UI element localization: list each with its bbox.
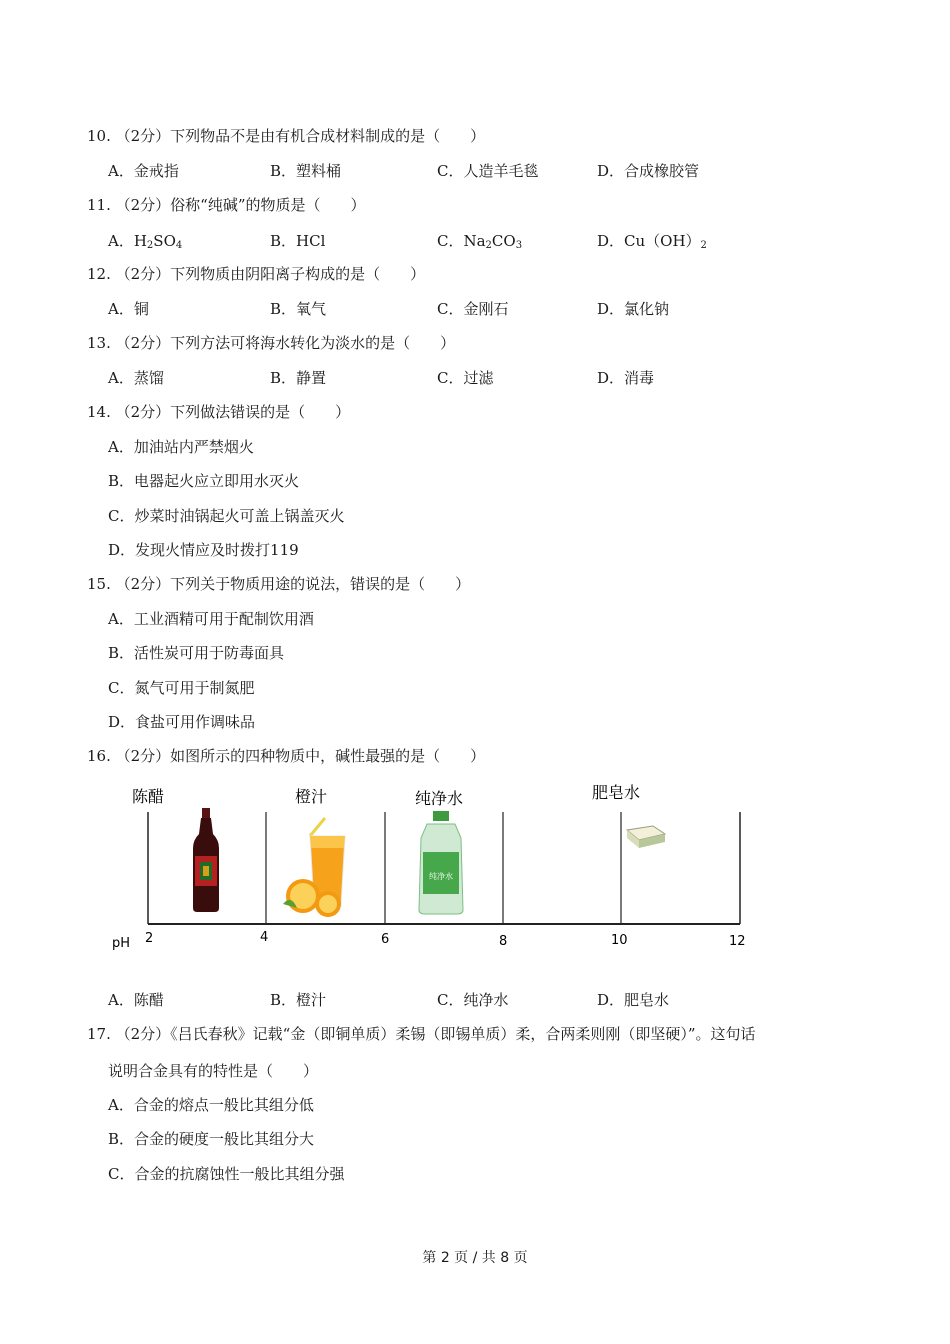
q17-option-c: C．合金的抗腐蚀性一般比其组分强 (108, 1165, 345, 1183)
q12-option-d: D．氯化钠 (597, 300, 670, 318)
q11-option-d: D．$Cu(OH)_2$ (597, 232, 707, 251)
q13-option-b: B．静置 (270, 369, 327, 387)
water-bottle-text: 纯净水 (429, 872, 453, 881)
q15-option-a: A．工业酒精可用于配制饮用酒 (108, 610, 314, 628)
q16-option-a: A．陈醋 (108, 991, 164, 1009)
q13-option-d: D．消毒 (597, 369, 655, 387)
q13-option-c: C．过滤 (437, 369, 494, 387)
q11-option-c: C．$Na_2CO_3$ (437, 232, 523, 251)
soap-bar-icon (627, 826, 665, 848)
ph-tick-10: 10 (611, 933, 628, 948)
q10-option-a: A．金戒指 (108, 162, 179, 180)
q15-option-d: D．食盐可用作调味品 (108, 713, 256, 731)
q14-option-d: D．发现火情应及时拨打119 (108, 541, 299, 559)
question-17-stem-continued: 说明合金具有的特性是（ ） (108, 1062, 319, 1080)
q15-option-c: C．氮气可用于制氮肥 (108, 679, 255, 697)
q12-option-c: C．金刚石 (437, 300, 509, 318)
question-13-stem: 13. （2分）下列方法可将海水转化为淡水的是（ ） (87, 334, 456, 352)
ph-tick-8: 8 (499, 934, 508, 949)
q13-option-a: A．蒸馏 (108, 369, 164, 387)
q10-option-b: B．塑料桶 (270, 162, 342, 180)
ph-tick-4: 4 (260, 930, 269, 945)
q10-option-d: D．合成橡胶管 (597, 162, 700, 180)
water-bottle-icon (419, 811, 463, 914)
question-14-stem: 14. （2分）下列做法错误的是（ ） (87, 403, 351, 421)
q15-option-b: B．活性炭可用于防毒面具 (108, 644, 285, 662)
q16-option-d: D．肥皂水 (597, 991, 670, 1009)
q16-option-c: C．纯净水 (437, 991, 509, 1009)
q17-option-b: B．合金的硬度一般比其组分大 (108, 1130, 315, 1148)
ph-axis-label: pH (112, 936, 131, 951)
ph-tick-2: 2 (145, 931, 154, 946)
q12-option-b: B．氧气 (270, 300, 327, 318)
ph-figure (105, 778, 755, 958)
figure-label-orange-juice: 橙汁 (295, 787, 328, 806)
q10-option-c: C．人造羊毛毯 (437, 162, 539, 180)
q11-option-b: B．HCl (270, 232, 326, 250)
question-10-stem: 10. （2分）下列物品不是由有机合成材料制成的是（ ） (87, 127, 486, 145)
question-15-stem: 15. （2分）下列关于物质用途的说法，错误的是（ ） (87, 575, 471, 593)
question-11-stem: 11. （2分）俗称“纯碱”的物质是（ ） (87, 196, 366, 214)
page-footer: 第 2 页 / 共 8 页 (422, 1250, 528, 1266)
q14-option-a: A．加油站内严禁烟火 (108, 438, 254, 456)
q12-option-a: A．铜 (108, 300, 149, 318)
question-17-stem: 17. （2分）《吕氏春秋》记载“金（即铜单质）柔锡（即锡单质）柔，合两柔则刚（即坚硬）”。这句话 (87, 1025, 756, 1043)
q11-option-a: A．$H_2SO_4$ (108, 232, 183, 251)
question-12-stem: 12. （2分）下列物质由阴阳离子构成的是（ ） (87, 265, 426, 283)
q14-option-c: C．炒菜时油锅起火可盖上锅盖灭火 (108, 507, 345, 525)
vinegar-bottle-icon (193, 808, 219, 912)
ph-tick-12: 12 (729, 934, 746, 949)
ph-tick-6: 6 (381, 932, 390, 947)
figure-label-pure-water: 纯净水 (415, 789, 464, 808)
figure-label-soap-water: 肥皂水 (592, 783, 641, 802)
q14-option-b: B．电器起火应立即用水灭火 (108, 472, 300, 490)
q17-option-a: A．合金的熔点一般比其组分低 (108, 1096, 314, 1114)
figure-label-vinegar: 陈醋 (132, 787, 165, 806)
question-16-stem: 16. （2分）如图所示的四种物质中，碱性最强的是（ ） (87, 747, 486, 765)
q16-option-b: B．橙汁 (270, 991, 327, 1009)
orange-juice-icon (283, 818, 345, 917)
